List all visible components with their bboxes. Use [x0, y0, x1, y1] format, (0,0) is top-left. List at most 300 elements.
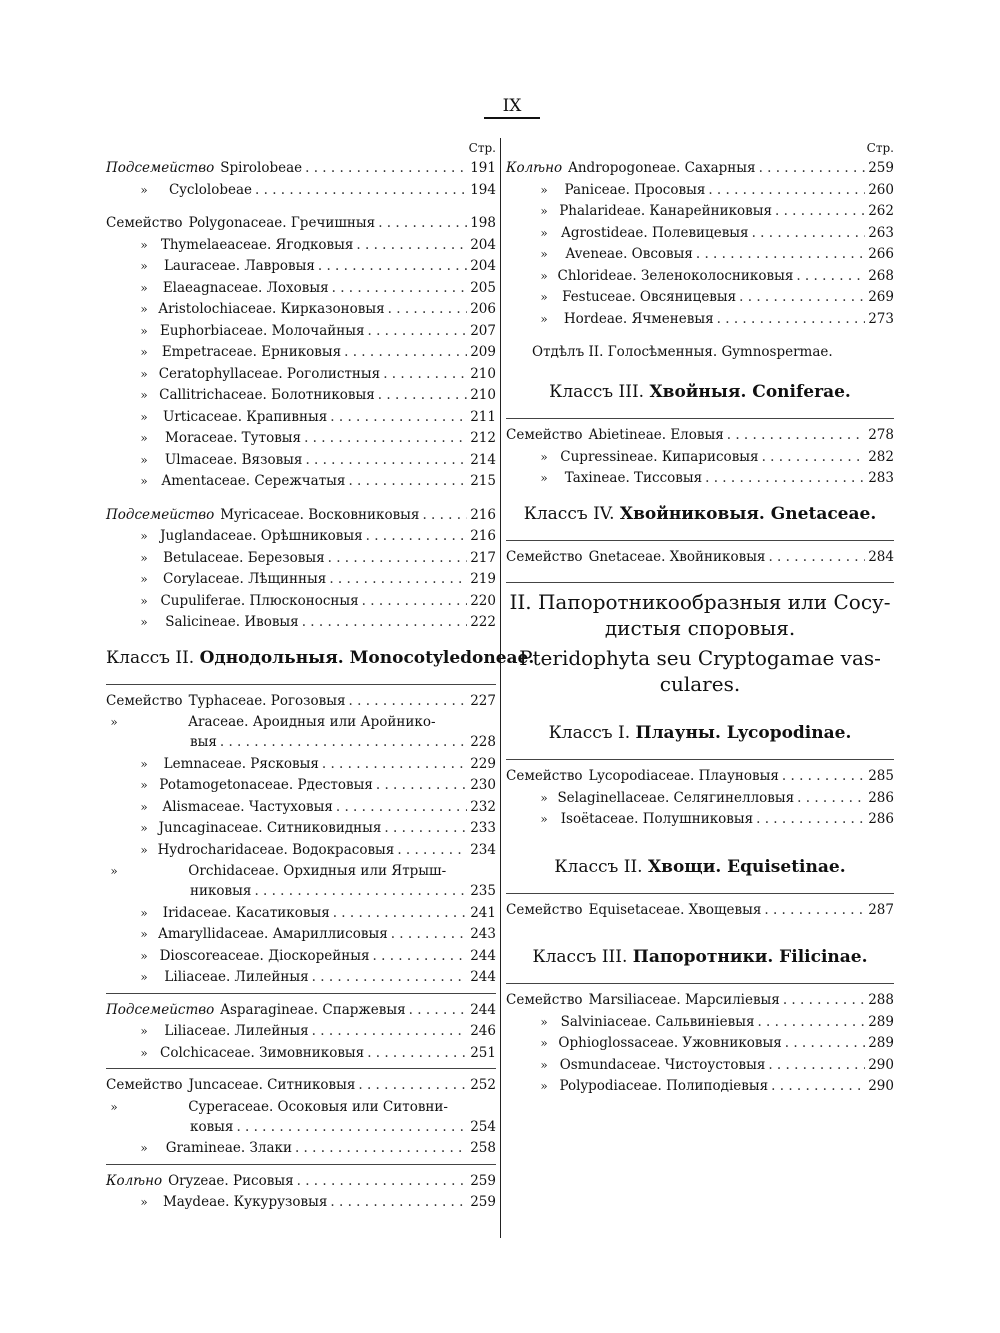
toc-entry-page: 288 — [868, 992, 894, 1008]
toc-entry-name: Amentaceae. Сережчатыя — [161, 473, 346, 489]
toc-entry-page: 286 — [868, 789, 894, 806]
leader-dots — [771, 1076, 865, 1098]
division-heading: Отдѣлъ II. Голосѣменныя. Gymnospermae. — [532, 344, 833, 360]
toc-entry-page: 220 — [470, 592, 496, 609]
toc-entry-page: 198 — [470, 215, 496, 231]
ditto-mark: » — [540, 182, 548, 197]
leader-dots — [397, 840, 467, 862]
toc-entry-name: Spirolobeae — [220, 160, 303, 176]
leader-dots — [383, 364, 467, 386]
leader-dots — [797, 788, 865, 810]
toc-entry — [106, 1171, 496, 1193]
leader-dots — [330, 1192, 467, 1214]
toc-entry-page: 209 — [470, 344, 496, 360]
toc-entry-page: 283 — [868, 470, 894, 486]
toc-entry — [106, 881, 496, 903]
toc-entry-name: Agrostideae. Полевицевыя — [561, 224, 749, 241]
ditto-mark: » — [540, 268, 548, 283]
toc-entry-name: Typhaceae. Рогозовыя — [188, 692, 346, 709]
leader-dots — [739, 287, 865, 309]
ditto-mark: » — [540, 449, 548, 464]
ditto-mark: » — [540, 471, 548, 485]
toc-entry — [106, 428, 496, 450]
toc-entry — [106, 526, 496, 548]
toc-entry — [106, 946, 496, 968]
leader-dots — [384, 818, 467, 840]
ditto-mark: » — [140, 799, 148, 814]
rank-label: Подсемейство — [106, 160, 215, 176]
page-number-rule — [484, 117, 540, 119]
class-heading-prefix: Классъ I. — [548, 723, 636, 743]
toc-entry-page: 269 — [868, 289, 894, 305]
toc-entry-name: Maydeae. Кукурузовыя — [162, 1194, 328, 1210]
class-heading — [506, 857, 894, 877]
ditto-mark: » — [540, 790, 548, 805]
leader-dots — [332, 278, 468, 300]
class-heading-prefix: Классъ II. — [554, 856, 648, 877]
toc-entry — [106, 180, 496, 202]
toc-entry-page: 234 — [470, 841, 496, 858]
toc-entry — [106, 450, 496, 472]
toc-entry — [106, 321, 496, 343]
right-column — [506, 138, 894, 1098]
ditto-mark: » — [140, 778, 148, 792]
toc-entry-page: 194 — [470, 181, 496, 198]
toc-entry — [506, 1033, 894, 1055]
toc-entry-page: 210 — [470, 387, 496, 403]
ditto-mark: » — [140, 474, 148, 488]
rank-label: Подсемейство — [106, 1001, 215, 1018]
leader-dots — [356, 235, 467, 257]
ditto-mark: » — [540, 1079, 548, 1093]
toc-entry-name: Gnetaceae. Хвойниковыя — [588, 548, 766, 565]
leader-dots — [330, 407, 467, 429]
toc-entry-page: 222 — [470, 614, 496, 630]
rank-label: Подсемейство — [106, 506, 215, 523]
section-rule — [106, 1164, 496, 1165]
rank-label: Семейство — [506, 901, 583, 918]
toc-entry — [506, 468, 894, 490]
toc-entry — [506, 425, 894, 447]
ditto-mark: » — [140, 302, 148, 316]
toc-entry-page: 244 — [470, 969, 496, 985]
toc-entry-name: Betulaceae. Березовыя — [163, 549, 325, 566]
part-heading — [506, 589, 894, 641]
toc-entry-page: 259 — [868, 160, 894, 176]
toc-entry-name: Iridaceae. Касатиковыя — [162, 904, 330, 921]
ditto-mark: » — [140, 615, 148, 629]
toc-entry — [106, 1075, 496, 1097]
toc-entry-page: 246 — [470, 1023, 496, 1039]
class-heading-prefix: Классъ III. — [532, 947, 633, 967]
toc-entry — [106, 924, 496, 946]
toc-entry — [106, 691, 496, 713]
toc-entry-name: Asparagineae. Спаржевыя — [220, 1001, 406, 1018]
rank-label: Семейство — [506, 768, 583, 784]
toc-entry-name: Callitrichaceae. Болотниковыя — [159, 387, 375, 403]
part-heading-latin — [506, 645, 894, 697]
toc-entry — [506, 244, 894, 266]
toc-entry-page: 284 — [868, 548, 894, 565]
rank-label: Семейство — [106, 692, 183, 709]
left-column — [106, 138, 535, 1214]
ditto-mark: » — [140, 905, 148, 920]
toc-entry-name: Myricaceae. Восковниковыя — [220, 506, 420, 523]
leader-dots — [220, 732, 467, 754]
ditto-mark: » — [140, 821, 148, 835]
leader-dots — [362, 591, 468, 613]
toc-entry-page: 289 — [868, 1013, 894, 1030]
leader-dots — [717, 309, 866, 331]
toc-entry — [506, 201, 894, 223]
toc-entry-name: Lauraceae. Лавровыя — [163, 258, 315, 274]
toc-entry-name: Cupuliferae. Плюсконосныя — [160, 592, 359, 609]
toc-entry — [106, 213, 496, 235]
toc-entry-name: Chlorideae. Зеленоколосниковыя — [557, 267, 794, 284]
class-heading-title: Хвойниковыя. Gnetaceae. — [619, 503, 877, 524]
toc-entry-page: 229 — [470, 755, 496, 772]
section-rule — [506, 418, 894, 419]
leader-dots — [768, 1055, 865, 1077]
toc-entry — [106, 548, 496, 570]
toc-entry-page: 266 — [868, 246, 894, 262]
ditto-mark: » — [540, 225, 548, 240]
ditto-mark: » — [140, 1195, 148, 1209]
ditto-mark: » — [140, 1141, 148, 1155]
ditto-mark: » — [140, 1045, 148, 1060]
leader-dots — [328, 548, 468, 570]
toc-entry-name: Selaginellaceae. Селягинелловыя — [557, 789, 795, 806]
ditto-mark: » — [140, 452, 148, 467]
leader-dots — [344, 342, 467, 364]
toc-entry — [106, 407, 496, 429]
toc-entry-page: 233 — [470, 820, 496, 836]
toc-entry — [106, 256, 496, 278]
toc-entry — [106, 299, 496, 321]
leader-dots — [295, 1138, 467, 1160]
toc-entry-page: 268 — [868, 267, 894, 284]
section-rule — [506, 759, 894, 760]
toc-entry — [106, 818, 496, 840]
toc-entry-name: Colchicaceae. Зимовниковыя — [160, 1044, 365, 1061]
class-heading — [106, 647, 535, 668]
toc-entry-name: Ophioglossaceae. Ужовниковыя — [558, 1035, 782, 1051]
leader-dots — [705, 468, 865, 490]
toc-entry — [106, 385, 496, 407]
leader-dots — [696, 244, 865, 266]
ditto-mark: » — [140, 970, 148, 984]
leader-dots — [782, 766, 865, 788]
ditto-mark: » — [140, 388, 148, 402]
toc-entry — [106, 278, 496, 300]
leader-dots — [764, 900, 865, 922]
toc-entry — [506, 309, 894, 331]
toc-entry-name: ковыя — [190, 1118, 234, 1135]
toc-entry-page: 206 — [470, 301, 496, 317]
toc-entry-name: Polypodiaceae. Полиподіевыя — [559, 1078, 769, 1094]
toc-entry — [106, 1192, 496, 1214]
leader-dots — [752, 223, 866, 245]
leader-dots — [304, 428, 467, 450]
toc-entry — [106, 591, 496, 613]
column-divider — [500, 138, 501, 1238]
toc-entry — [506, 809, 894, 831]
toc-entry-name: Juncaceae. Ситниковыя — [188, 1077, 356, 1093]
toc-entry-name: Aristolochiaceae. Кирказоновыя — [158, 301, 385, 317]
ditto-mark: » — [540, 204, 548, 218]
toc-entry-page: 212 — [470, 430, 496, 446]
class-heading — [506, 947, 894, 967]
section-rule — [506, 983, 894, 984]
toc-entry-name: Orchidaceae. Орхидныя или Ятрыш- — [188, 863, 447, 879]
toc-entry-name: Paniceae. Просовыя — [564, 181, 706, 198]
leader-dots — [312, 1021, 468, 1043]
toc-entry-name: Hordeae. Ячменевыя — [563, 310, 714, 327]
toc-entry-page: 289 — [868, 1035, 894, 1051]
toc-entry-name: Liliaceae. Лилейныя — [164, 1023, 309, 1039]
toc-entry-name: Ulmaceae. Вязовыя — [164, 451, 303, 468]
toc-entry — [106, 364, 496, 386]
toc-entry-name: Marsiliaceae. Марсиліевыя — [588, 992, 780, 1008]
section-rule — [506, 582, 894, 583]
ditto-mark: » — [140, 948, 148, 963]
leader-dots — [348, 471, 467, 493]
leader-dots — [236, 1117, 467, 1139]
toc-entry-name: Elaeagnaceae. Лоховыя — [162, 279, 329, 296]
toc-entry-wrapped — [106, 712, 496, 732]
toc-entry-page: 215 — [470, 473, 496, 489]
class-heading-title: Однодольныя. Monocotyledoneae. — [199, 647, 535, 668]
toc-entry-name: Salicineae. Ивовыя — [165, 614, 299, 630]
toc-entry-name: Euphorbiaceae. Молочайныя — [159, 322, 365, 339]
class-heading — [506, 723, 894, 743]
leader-dots — [785, 1033, 865, 1055]
leader-dots — [796, 266, 865, 288]
toc-entry-page: 260 — [868, 181, 894, 198]
ditto-mark: » — [140, 366, 148, 381]
toc-entry-name: Dioscoreaceae. Діоскорейныя — [159, 947, 370, 964]
page-column-header: Стр. — [468, 141, 496, 155]
toc-entry-name: Ceratophyllaceae. Роголистныя — [158, 365, 381, 382]
toc-entry-name: Potamogetonaceae. Рдестовыя — [159, 777, 373, 793]
toc-entry — [506, 266, 894, 288]
toc-entry-wrapped — [106, 1097, 496, 1117]
section-rule — [106, 684, 496, 685]
toc-entry — [106, 797, 496, 819]
ditto-mark: » — [540, 311, 548, 326]
rank-label: Семейство — [506, 992, 583, 1008]
toc-entry-name: Salviniaceae. Сальвиніевыя — [560, 1013, 755, 1030]
toc-entry-page: 205 — [470, 279, 496, 296]
class-heading-prefix: Классъ IV. — [523, 503, 620, 524]
toc-entry-name: Urticaceae. Крапивныя — [162, 408, 328, 425]
toc-entry-name: Festuceae. Овсяницевыя — [562, 289, 737, 305]
toc-entry-page: 235 — [470, 883, 496, 899]
toc-entry-name: Phalarideae. Канарейниковыя — [559, 203, 773, 219]
toc-entry-name: Lycopodiaceae. Плауновыя — [588, 768, 779, 784]
leader-dots — [254, 881, 467, 903]
leader-dots — [783, 990, 865, 1012]
toc-entry-page: 216 — [470, 528, 496, 544]
leader-dots — [302, 612, 468, 634]
toc-entry-page: 216 — [470, 506, 496, 523]
toc-entry-page: 263 — [868, 224, 894, 241]
toc-entry-page: 210 — [470, 365, 496, 382]
toc-entry-name: никовыя — [190, 883, 252, 899]
leader-dots — [727, 425, 865, 447]
toc-entry-page: 282 — [868, 448, 894, 465]
toc-entry-page: 241 — [470, 904, 496, 921]
toc-entry-page: 204 — [470, 258, 496, 274]
rank-label: Семейство — [106, 1077, 183, 1093]
ditto-mark: » — [140, 593, 148, 608]
leader-dots — [762, 447, 866, 469]
toc-entry-page: 244 — [470, 947, 496, 964]
ditto-mark: » — [140, 1024, 148, 1038]
class-heading — [506, 382, 894, 402]
toc-entry-page: 230 — [470, 777, 496, 793]
toc-entry-page: 217 — [470, 549, 496, 566]
leader-dots — [373, 946, 468, 968]
toc-entry-page: 214 — [470, 451, 496, 468]
toc-entry-name: Lemnaceae. Рясковыя — [163, 755, 319, 772]
toc-entry-name: Cyclolobeae — [168, 181, 253, 198]
toc-entry-name: Gramineae. Злаки — [165, 1140, 292, 1156]
toc-entry-page: 243 — [470, 926, 496, 942]
toc-entry-page: 262 — [868, 203, 894, 219]
leader-dots — [305, 450, 467, 472]
class-heading-prefix: Классъ III. — [549, 382, 650, 402]
toc-entry — [506, 766, 894, 788]
toc-entry — [106, 505, 496, 527]
toc-entry-page: 259 — [470, 1172, 496, 1189]
toc-entry-name: Cyperaceae. Осоковыя или Ситовни- — [188, 1098, 448, 1115]
leader-dots — [708, 180, 865, 202]
toc-entry-name: Taxineae. Тиссовыя — [564, 470, 703, 486]
leader-dots — [349, 691, 468, 713]
toc-entry-name: Oryzeae. Рисовыя — [168, 1172, 294, 1189]
toc-entry — [106, 612, 496, 634]
leader-dots — [409, 1000, 468, 1022]
part-heading-latin-line: culares. — [659, 672, 741, 696]
toc-entry-page: 258 — [470, 1140, 496, 1156]
toc-entry-name: Thymelaeaceae. Ягодковыя — [160, 236, 354, 253]
part-heading-line: дистыя споровыя. — [604, 616, 796, 640]
toc-entry-page: 244 — [470, 1001, 496, 1018]
leader-dots — [756, 809, 865, 831]
ditto-mark: » — [540, 1036, 548, 1050]
toc-entry-page: 191 — [470, 160, 496, 176]
class-heading-title: Плауны. Lycopodinae. — [635, 723, 852, 743]
toc-entry — [506, 223, 894, 245]
leader-dots — [757, 1012, 865, 1034]
leader-dots — [312, 967, 468, 989]
toc-entry — [106, 569, 496, 591]
ditto-mark: » — [140, 756, 148, 771]
ditto-mark: » — [140, 529, 148, 543]
ditto-mark: » — [140, 323, 148, 338]
toc-entry-page: 285 — [868, 768, 894, 784]
ditto-mark: » — [540, 247, 548, 261]
toc-entry-page: 251 — [470, 1044, 496, 1061]
toc-entry — [106, 840, 496, 862]
toc-entry-page: 290 — [868, 1078, 894, 1094]
leader-dots — [322, 754, 467, 776]
toc-entry-wrapped — [106, 861, 496, 881]
toc-entry — [106, 1117, 496, 1139]
toc-entry-name: Aveneae. Овсовыя — [565, 246, 693, 262]
toc-entry — [506, 788, 894, 810]
leader-dots — [768, 547, 865, 569]
ditto-mark: » — [110, 715, 118, 729]
toc-entry-name: Equisetaceae. Хвощевыя — [588, 901, 762, 918]
ditto-mark: » — [140, 259, 148, 273]
toc-entry-name: выя — [190, 734, 217, 750]
rank-label: Семейство — [106, 215, 183, 231]
toc-entry-name: Abietineae. Еловыя — [588, 427, 724, 443]
toc-entry-page: 207 — [470, 322, 496, 339]
ditto-mark: » — [140, 182, 148, 197]
toc-entry-name: Hydrocharidaceae. Водокрасовыя — [157, 841, 395, 858]
toc-entry-name: Corylaceae. Лѣщинныя — [163, 571, 327, 587]
leader-dots — [358, 1075, 467, 1097]
toc-entry — [106, 903, 496, 925]
section-rule — [506, 540, 894, 541]
ditto-mark: » — [110, 1099, 118, 1114]
ditto-mark: » — [540, 1057, 548, 1072]
toc-entry — [106, 1138, 496, 1160]
toc-entry-name: Isoëtaceae. Полушниковыя — [560, 811, 754, 827]
toc-entry-name: Liliaceae. Лилейныя — [164, 969, 309, 985]
toc-entry — [106, 235, 496, 257]
ditto-mark: » — [110, 864, 118, 878]
leader-dots — [255, 180, 467, 202]
section-rule — [506, 893, 894, 894]
toc-entry — [506, 287, 894, 309]
leader-dots — [378, 385, 467, 407]
toc-entry — [506, 447, 894, 469]
ditto-mark: » — [140, 572, 148, 586]
leader-dots — [759, 158, 866, 180]
class-heading-prefix: Классъ II. — [106, 647, 200, 668]
toc-entry — [106, 1000, 496, 1022]
toc-entry-name: Araceae. Ароидныя или Аройнико- — [188, 714, 436, 730]
toc-entry — [106, 342, 496, 364]
rank-label: Колѣно — [506, 160, 563, 176]
toc-entry — [106, 1043, 496, 1065]
toc-entry — [506, 180, 894, 202]
section-rule — [106, 993, 496, 994]
toc-entry-page: 211 — [470, 408, 496, 425]
toc-entry-name: Juncaginaceae. Ситниковидныя — [158, 820, 382, 836]
leader-dots — [367, 1043, 467, 1065]
ditto-mark: » — [540, 290, 548, 304]
leader-dots — [329, 569, 467, 591]
leader-dots — [297, 1171, 468, 1193]
class-heading-title: Папоротники. Filicinae. — [632, 947, 868, 967]
toc-entry-page: 286 — [868, 811, 894, 827]
toc-entry — [506, 990, 894, 1012]
ditto-mark: » — [540, 1014, 548, 1029]
rank-label: Семейство — [506, 427, 583, 443]
ditto-mark: » — [140, 927, 148, 941]
toc-entry-name: Empetraceae. Ерниковыя — [161, 344, 342, 360]
toc-entry-name: Osmundaceae. Чистоустовыя — [559, 1056, 766, 1073]
toc-entry — [506, 900, 894, 922]
leader-dots — [336, 797, 467, 819]
leader-dots — [388, 299, 468, 321]
toc-entry-name: Polygonaceae. Гречишныя — [188, 215, 376, 231]
